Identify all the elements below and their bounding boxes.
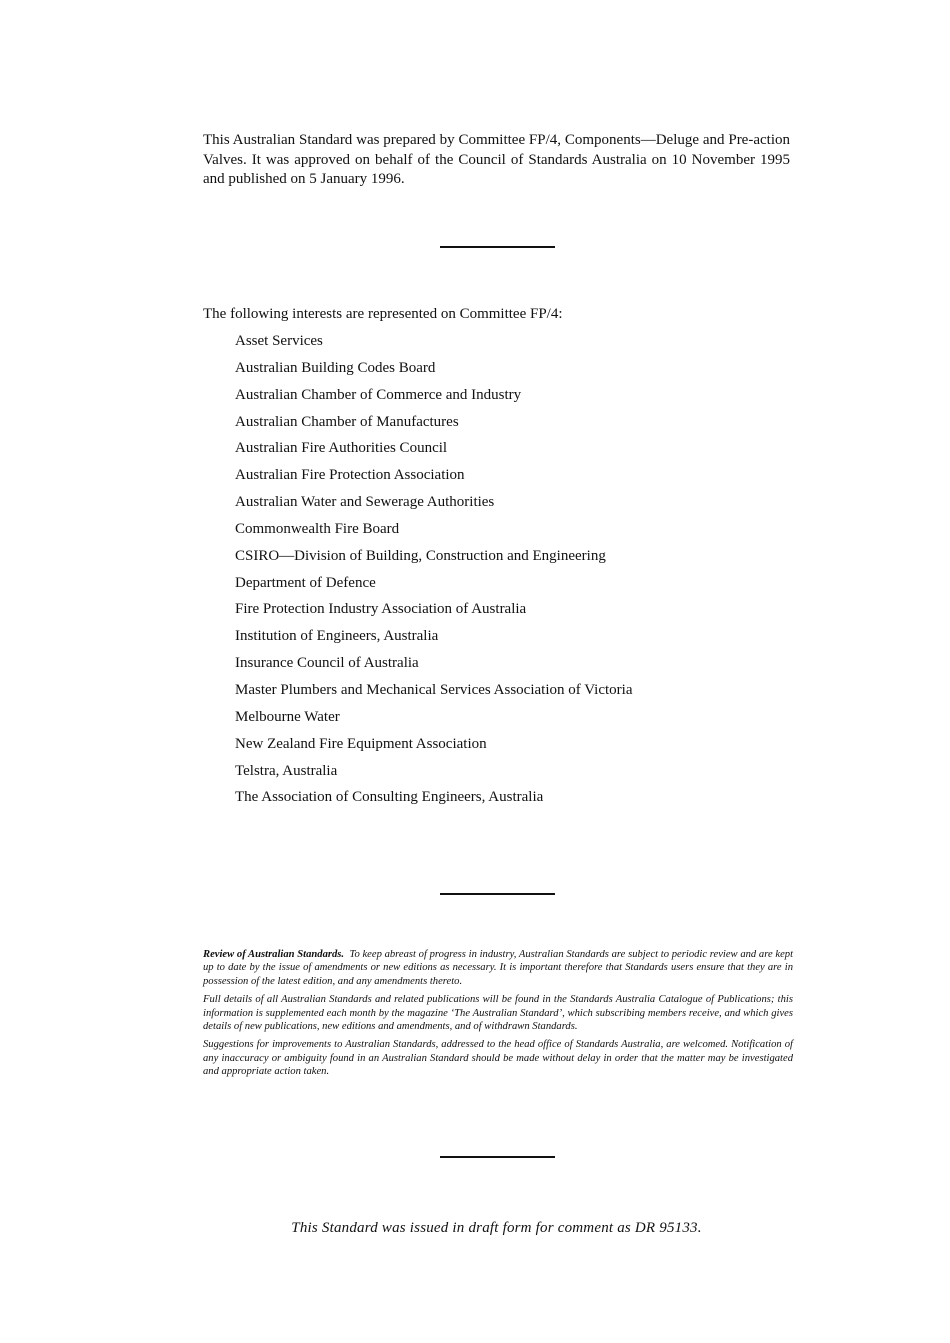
interests-heading: The following interests are represented on Committee FP/4: (203, 306, 563, 322)
review-notice (203, 948, 793, 1084)
review-heading: Review of Australian Standards. (203, 949, 345, 960)
list-item: Australian Water and Sewerage Authorities (235, 494, 495, 511)
approval-statement: This Australian Standard was prepared by Committee FP/4, Components—Deluge and Pre-action Valves. It was approved on behalf of the Council of Standards Australia on 10 November 1995 and published on 5 January 1996. (203, 132, 790, 187)
list-item: Insurance Council of Australia (235, 655, 419, 672)
list-item: CSIRO—Division of Building, Construction and Engineering (235, 547, 606, 564)
review-paragraph-3: Suggestions for improvements to Australian Standards, addressed to the head office of Standards Australia, are welcomed. Notification of any inaccuracy or ambiguity found in an Australian Standard should be made without delay in order that the matter may be investigated and appropriate action taken. (203, 1039, 793, 1078)
list-item: Master Plumbers and Mechanical Services Association of Victoria (235, 681, 633, 698)
list-item: Australian Building Codes Board (235, 359, 436, 376)
list-item: Australian Fire Authorities Council (235, 440, 448, 457)
review-paragraph-1 (203, 948, 793, 988)
list-item: Telstra, Australia (235, 762, 338, 779)
section-divider-3 (440, 1156, 555, 1158)
list-item: Australian Chamber of Manufactures (235, 413, 459, 430)
section-divider-1 (440, 246, 555, 248)
draft-note: This Standard was issued in draft form for comment as DR 95133. (291, 1220, 702, 1236)
list-item: New Zealand Fire Equipment Association (235, 735, 487, 752)
list-item: Australian Chamber of Commerce and Industry (235, 386, 522, 403)
section-divider-2 (440, 893, 555, 895)
list-item: Institution of Engineers, Australia (235, 628, 439, 645)
review-paragraph-1-text: To keep abreast of progress in industry, Australian Standards are subject to periodic review and are kept up to date by the issue of amendments or new editions as necessary. It is important therefore that Standards users ensure that they are in possession of the latest edition, and any amendments thereto. (203, 949, 794, 987)
review-paragraph-2: Full details of all Australian Standards and related publications will be found in the Standards Australia Catalogue of Publications; this information is supplemented each month by the magazine ‘The Australian Standard’, which subscribing members receive, and which gives details of new publications, new editions and amendments, and of withdrawn Standards. (203, 994, 793, 1033)
list-item: Fire Protection Industry Association of Australia (235, 601, 527, 618)
interests-list (235, 331, 632, 814)
list-item: Melbourne Water (235, 708, 340, 725)
list-item: Commonwealth Fire Board (235, 520, 400, 537)
list-item: Department of Defence (235, 574, 376, 591)
list-item: Australian Fire Protection Association (235, 467, 465, 484)
list-item: The Association of Consulting Engineers, Australia (235, 789, 544, 806)
list-item: Asset Services (235, 333, 323, 349)
